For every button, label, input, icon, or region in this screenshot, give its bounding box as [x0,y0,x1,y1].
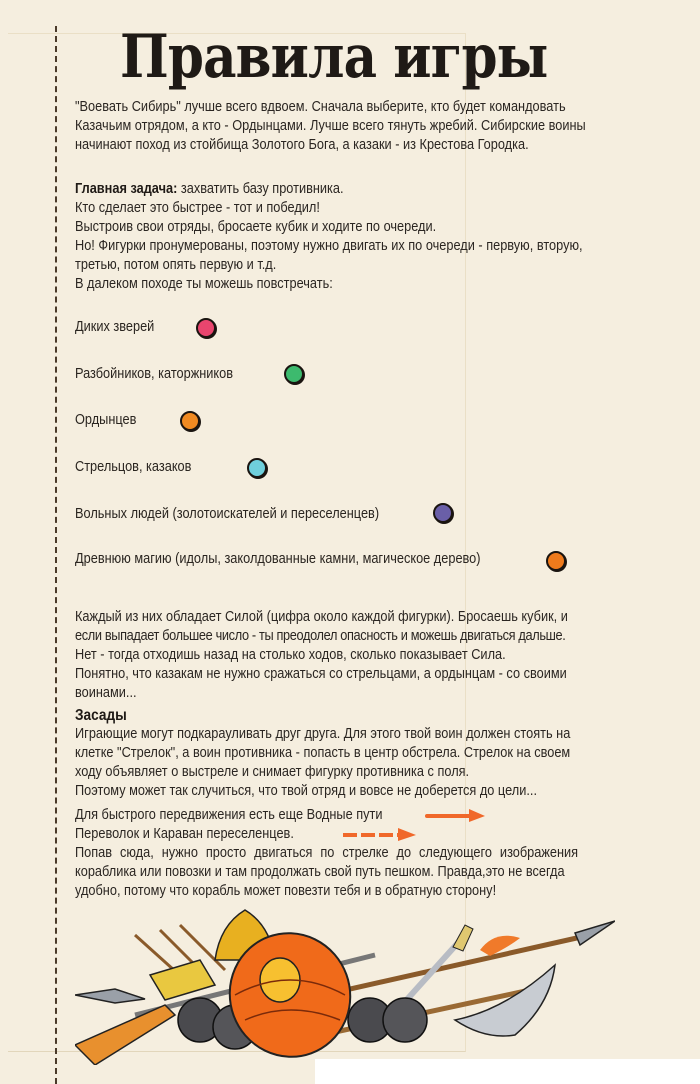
ambush-line: ходу объявляет о выстреле и снимает фигурку противника с поля. [75,764,470,780]
water-route-arrow-icon [425,806,495,826]
ambush-line: Играющие могут подкарауливать друг друга. Для этого твой воин должен стоять на [75,726,571,742]
power-paragraph [75,608,568,703]
water-route-line: Для быстрого передвижения есть еще Водные пути [75,807,383,823]
power-line: Каждый из них обладает Силой (цифра около каждой фигурки). Бросаешь кубик, и [75,609,568,625]
intro-line: "Воевать Сибирь" лучше всего вдвоем. Сначала выберите, кто будет командовать [75,99,566,115]
main-task-line: Выстроив свои отряды, бросаете кубик и ходите по очереди. [75,219,437,235]
musket-stock [75,1005,175,1065]
ambush-line: Поэтому может так случиться, что твой отряд и вовсе не доберется до цели... [75,783,537,799]
encounter-dot-ancient-magic [546,551,566,571]
routes-section [75,806,578,901]
encounter-label: Разбойников, каторжников [75,366,234,382]
portage-route-arrow-icon [340,824,425,844]
power-line: если выпадает большее число - ты преодолел опасность и можешь двигаться дальше. [75,628,566,644]
routes-explain-line: удобно, потому что корабль может повезти тебя и в обратную сторону! [75,883,497,899]
power-line: Понятно, что казакам не нужно сражаться со стрельцами, а ордынцам - со своими [75,666,567,682]
power-line: воинами... [75,685,137,701]
spear-left-head [75,989,145,1003]
main-task-line: Но! Фигурки пронумерованы, поэтому нужно двигать их по очереди - первую, вторую, [75,238,583,254]
main-task-line: Кто сделает это быстрее - тот и победил! [75,200,320,216]
weapons-illustration [75,905,615,1065]
main-task-line: В далеком походе ты можешь повстречать: [75,276,333,292]
routes-explain-line: Попав сюда, нужно просто двигаться по стрелке до следующего изображения [75,845,579,861]
encounter-dot-streltsy [247,458,267,478]
scan-edge [315,1059,700,1084]
cut-line [55,26,57,1084]
encounter-dot-wild-beasts [196,318,216,338]
intro-line: начинают поход из стойбища Золотого Бога, а казаки - из Крестова Городка. [75,137,529,153]
encounter-label: Древнюю магию (идолы, заколдованные камни, магическое дерево) [75,551,481,567]
cannonball [383,998,427,1042]
ambush-line: клетке "Стрелок", а воин противника - попасть в центр обстрела. Стрелок на своем [75,745,571,761]
main-task-text: захватить базу противника. [177,181,344,197]
main-task-section [75,180,583,294]
ambush-section [75,706,570,801]
portage-route-line: Переволок и Караван переселенцев. [75,826,294,842]
saber-hilt [453,925,473,951]
main-task-line: третью, потом опять первую и т.д. [75,257,277,273]
power-line: Нет - тогда отходишь назад на столько ходов, сколько показывает Сила. [75,647,506,663]
encounter-label: Вольных людей (золотоискателей и переселенцев) [75,506,380,522]
encounter-dot-horde [180,411,200,431]
encounter-label: Стрельцов, казаков [75,459,192,475]
intro-paragraph [75,98,586,155]
spear-head [575,921,615,945]
ambush-heading: Засады [75,707,127,724]
main-task-label: Главная задача: [75,181,178,197]
encounter-dot-free-people [433,503,453,523]
routes-explain-line: кораблика или повозки и там продолжать свой путь пешком. Правда,это не всегда [75,864,565,880]
encounter-label: Диких зверей [75,319,155,335]
encounter-dot-robbers [284,364,304,384]
page-title: Правила игры [120,22,548,92]
encounter-label: Ордынцев [75,412,137,428]
quiver [150,960,215,1000]
intro-line: Казачьим отрядом, а кто - Ордынцами. Лучше всего тянуть жребий. Сибирские воины [75,118,586,134]
